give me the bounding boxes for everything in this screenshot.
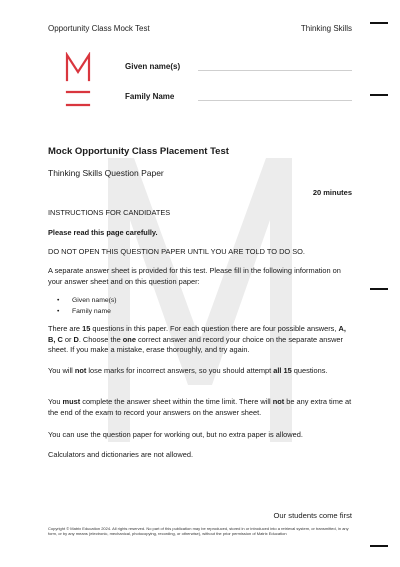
margin-mark-upper [370,94,388,96]
family-name-label: Family Name [125,92,175,101]
family-name-field[interactable] [198,100,352,101]
questions-paragraph [48,324,354,356]
calculators-paragraph: Calculators and dictionaries are not allowed. [48,450,194,459]
matrix-m-logo-icon [60,52,96,110]
margin-mark-middle [370,288,388,290]
given-name-label: Given name(s) [125,62,181,71]
given-name-field[interactable] [198,70,352,71]
page-title: Mock Opportunity Class Placement Test [48,146,229,157]
questions-text-5: correct answer and record your choice on the separate answer sheet. If you make a mistake, erase thoroughly, and try again. [48,334,343,354]
answer-choice-d: D [73,334,79,344]
page-subtitle: Thinking Skills Question Paper [48,168,164,178]
margin-mark-bottom [370,545,388,547]
questions-text-3: or [62,334,74,344]
question-count: 15 [82,324,91,333]
header-subject: Thinking Skills [300,24,352,33]
one-emphasis: one [122,334,136,344]
must-emphasis: must [62,397,81,406]
marks-paragraph [48,366,354,377]
bullet-family-name-text: Family name [72,308,111,315]
answer-choices-abc: A, B, C [48,324,346,344]
not-emphasis: not [74,366,87,375]
do-not-open-warning: DO NOT OPEN THIS QUESTION PAPER UNTIL YOU ARE TOLD TO DO SO. [48,247,305,256]
footer-tagline: Our students come first [273,511,352,520]
duration-label: 20 minutes [312,188,352,197]
time-not-emphasis: not [272,397,285,406]
copyright-notice: Copyright © Matrix Education 2024. All rights reserved. No part of this publication may be reproduced, stored in or introduced into a retrieval system, or transmitted, in any form, or by any means (electronic, mechanical, photocopying, recording, or otherwise), without the prior permission of Matrix Education [48,526,349,537]
all-15-emphasis: all 15 [273,366,292,375]
answer-sheet-paragraph: A separate answer sheet is provided for this test. Please fill in the following information on your answer sheet and on this question paper: [48,266,341,286]
instructions-heading: INSTRUCTIONS FOR CANDIDATES [48,208,171,217]
bullet-given-name-text: Given name(s) [72,297,117,304]
read-carefully-text: Please read this page carefully. [48,228,158,237]
time-text-2: complete the answer sheet within the time limit. There will [80,397,273,406]
marks-text-3: questions. [291,366,328,375]
marks-text-2: lose marks for incorrect answers, so you should attempt [86,366,274,375]
questions-text-4: . Choose the [78,334,123,344]
margin-mark-top [370,22,388,24]
bullet-given-name [60,296,117,305]
time-text-3: be any extra time at the end of the exam to record your answers on the answer sheet. [48,397,352,417]
questions-text-1: There are [48,324,83,333]
time-paragraph [48,397,354,418]
header-title: Opportunity Class Mock Test [48,24,150,33]
bullet-family-name [60,307,111,316]
questions-text-2: questions in this paper. For each question there are four possible answers, [90,324,339,333]
working-out-paragraph: You can use the question paper for working out, but no extra paper is allowed. [48,430,303,439]
time-text-1: You [48,397,63,406]
marks-text-1: You will [48,366,75,375]
